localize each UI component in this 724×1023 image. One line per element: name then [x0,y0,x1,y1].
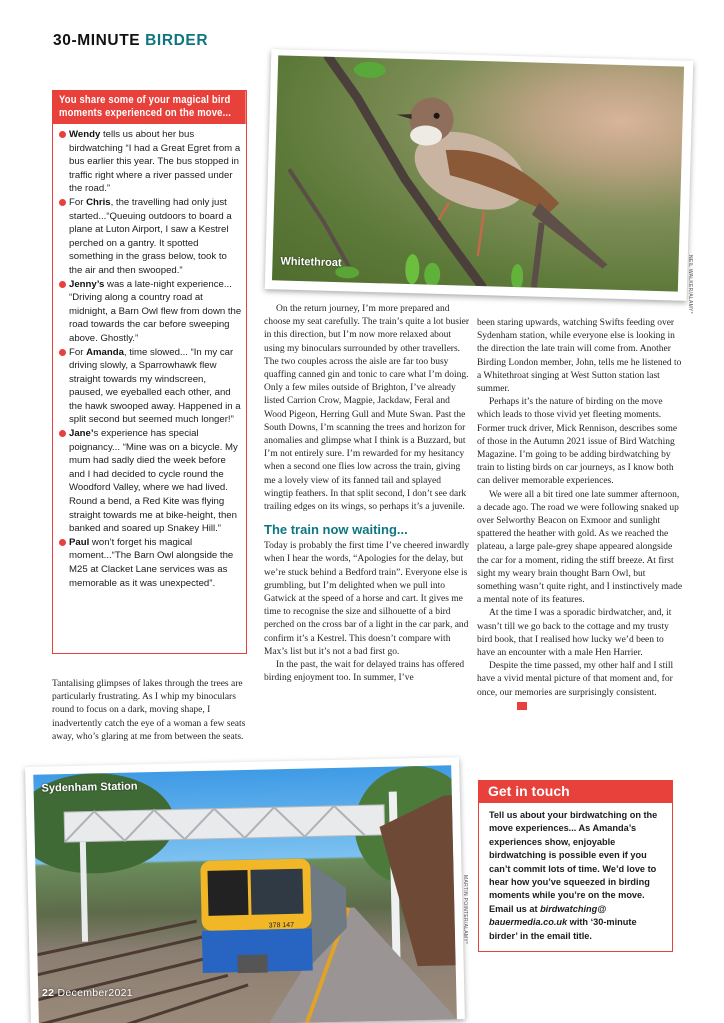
bullet-icon [59,131,66,138]
reader-name: Jane’ [69,428,94,440]
reader-quote: won’t forget his magical moment...“The Barn Owl alongside the M25 at Clacket Lane services was as memorable as it was unexpected”. [69,536,234,589]
list-item [57,536,242,590]
bullet-icon [59,281,66,288]
reader-quote: , the travelling had only just started...“Queuing outdoors to board a plane at Luton Airport, I saw a Kestrel perched on a gantry. It spotted something in the grass below, took to the air and then swooped.” [69,196,232,276]
list-item [57,427,242,536]
reader-moments-box [52,90,247,654]
body-paragraph [477,660,683,713]
end-mark-icon: BW [517,702,527,710]
reader-name: Wendy [69,129,101,140]
train-window [250,869,303,915]
subheading: The train now waiting... [264,522,408,538]
reader-moments-list [53,124,246,590]
body-paragraph: In the past, the wait for delayed trains has offered birding enjoyment too. In summer, I’ve [264,660,465,684]
body-paragraph: At the time I was a sporadic birdwatcher, and, it wasn’t till we go back to the cottage and my trusty bird book, that I realised how lucky we’d been to have an encounter with a male Hen Harrier. [477,608,672,659]
leaf [511,264,524,290]
section-title-accent: BIRDER [145,32,209,49]
reader-name: Paul [69,536,90,548]
section-title-main: 30-MINUTE [53,32,141,49]
reader-name: Jenny’s [69,278,105,290]
reader-quote: , time slowed... “In my car driving slowly, a Sparrowhawk flew straight towards my windscreen, paused, we eyeballed each other, and the hawk swooped away. Happened in a split second but seemed much longer!” [69,346,241,426]
body-paragraph: Perhaps it’s the nature of birding on the move which leads to those vivid yet fleeting moments. Former truck driver, Mick Rennison, describes some of those in the Autumn 2021 issue of Bird Watching Magazine. I’m going to be adding birdwatching by train to listing birds on car journeys, as I know both can deliver memorable experiences. [477,397,678,487]
reader-prefix: For [69,346,87,358]
list-item [57,196,242,278]
bullet-icon [59,199,66,206]
leaf [424,263,441,287]
bird-beak [397,114,412,119]
page-number: 22 [42,987,55,999]
page-folio [42,987,133,999]
body-paragraph: We were all a bit tired one late summer afternoon, a decade ago. The road we were following snaked up over Selworthy Beacon on Exmoor and sunlight spattered the heather with gold. As we reached the plateau, a large pale-grey shape appeared alongside the car for a moment, riding the stiff breeze. At first sight my weary brain thought Barn Owl, but something wasn’t quite right, and I instinctively made a mental note of its features. [477,489,683,606]
reader-prefix: For [69,196,87,208]
list-item [57,346,242,428]
station-illustration [33,765,457,1023]
get-in-touch-text [479,803,672,943]
leaf [405,254,420,284]
body-paragraph: been staring upwards, watching Swifts feeding over Sydenham station, while everyone else is looking in the direction the late train will come from. Another Birding London member, John, tells me he listened to a Whitethroat singing at West Sutton station last summer. [477,318,682,395]
reader-quote: s experience has special poignancy... “Mine was on a bicycle. My mum had sadly died the week before and I had decided to cycle round the Woodford Valley, where we had lived. Round a bend, a Red Kite was flying straight towards me at bike-height, then banked and soared up Snakey Hill.” [69,428,238,535]
final-paragraph-text: Despite the time passed, my other half and I still have a vivid mental picture of that moment and, for once, our memories are surprisingly consistent. [477,661,674,698]
email-link[interactable]: birdwatching@ bauermedia.co.uk [489,903,607,928]
train-window [207,870,248,916]
reader-moments-heading: You share some of your magical bird moments experienced on the move... [53,91,246,124]
photo-credit: MARTIN POINTER/ALAMY* [462,875,468,945]
leaf [354,61,386,78]
section-title [53,32,208,50]
photo-caption: Whitethroat [280,255,342,270]
photo-caption: Sydenham Station [41,780,138,795]
sydenham-station-image [33,765,457,1023]
reader-quote: tells us about her bus birdwatching “I had a Great Egret from a bus earlier this year. The bus stopped in traffic right where a river passed under the road.” [69,129,241,195]
body-column-2 [264,303,472,685]
body-column-1 [52,678,257,744]
train-coupler [237,955,267,974]
list-item [57,128,242,196]
get-in-touch-body: Tell us about your birdwatching on the move experiences... As Amanda’s experiences show, enjoyable birdwatching is possible even if you can’t commit lots of time. We’d love to hear how you’ve squeezed in birding moments while you’re on the move. Email us at [489,810,658,914]
sydenham-station-photo [25,757,465,1023]
get-in-touch-body-end: with ‘30-minute birder’ in the email title. [489,917,637,941]
reader-name: Chris [86,196,111,208]
issue-date: December2021 [57,987,133,999]
bullet-icon [59,349,66,356]
bullet-icon [59,539,66,546]
whitethroat-photo [265,49,694,301]
photo-credit: NEIL WALKER/ALAMY* [687,255,693,314]
bullet-icon [59,430,66,437]
body-column-3 [477,317,683,713]
reader-name: Amanda [86,346,124,358]
get-in-touch-heading: Get in touch [479,781,672,803]
get-in-touch-box [478,780,673,952]
body-paragraph: Today is probably the first time I’ve cheered inwardly when I hear the words, “Apologies for the delay, but we’re stuck behind a Bedford train”. Everyone else is grumbling, but I’m delighted when we pull into Gatwick at the speed of a horse and cart. It gives me time to recognise the size and silhouette of a bird perched on the cross bar of a light in the car park, and confirm it’s a Kestrel. This doesn’t compare with Max’s list but it’s not a bad first go. [264,541,470,657]
body-paragraph: On the return journey, I’m more prepared and choose my seat carefully. The train’s quite a lot busier in this direction, but I’m now more relaxed about using my binoculars surrounded by other travellers. The two couples across the aisle are far too busy quaffing canned gin and tonic to care what I’m doing. Only a few miles outside of Brighton, I’ve already listed Carrion Crow, Magpie, Jackdaw, Feral and Wood Pigeon, Herring Gull and Mute Swan. Past the South Downs, I’m scanning the trees and horizon for anomalies and glimpse what I think is a Buzzard, but I’m not entirely sure. I’m rewarded for my hesitancy when a second one flies low across the train, giving me a lovely view of its fanned tail and splayed wingtip feathers. In that split second, I don’t see dark trailing edges on its wings, so perhaps it’s a juvenile. [264,304,469,513]
list-item [57,278,242,346]
train-number: 378 147 [268,921,295,930]
body-paragraph: Tantalising glimpses of lakes through the trees are particularly frustrating. As I whip my binoculars round to focus on a dark, moving shape, I inadvertently catch the eye of a woman a few seats away, who’s glaring at me from between the seats. [52,679,246,742]
reader-quote: was a late-night experience... “Driving along a country road at midnight, a Barn Owl flew from down the road towards the car before sweeping above. Ghostly.” [69,278,242,344]
stump-branch [534,223,542,288]
whitethroat-image [272,55,684,291]
